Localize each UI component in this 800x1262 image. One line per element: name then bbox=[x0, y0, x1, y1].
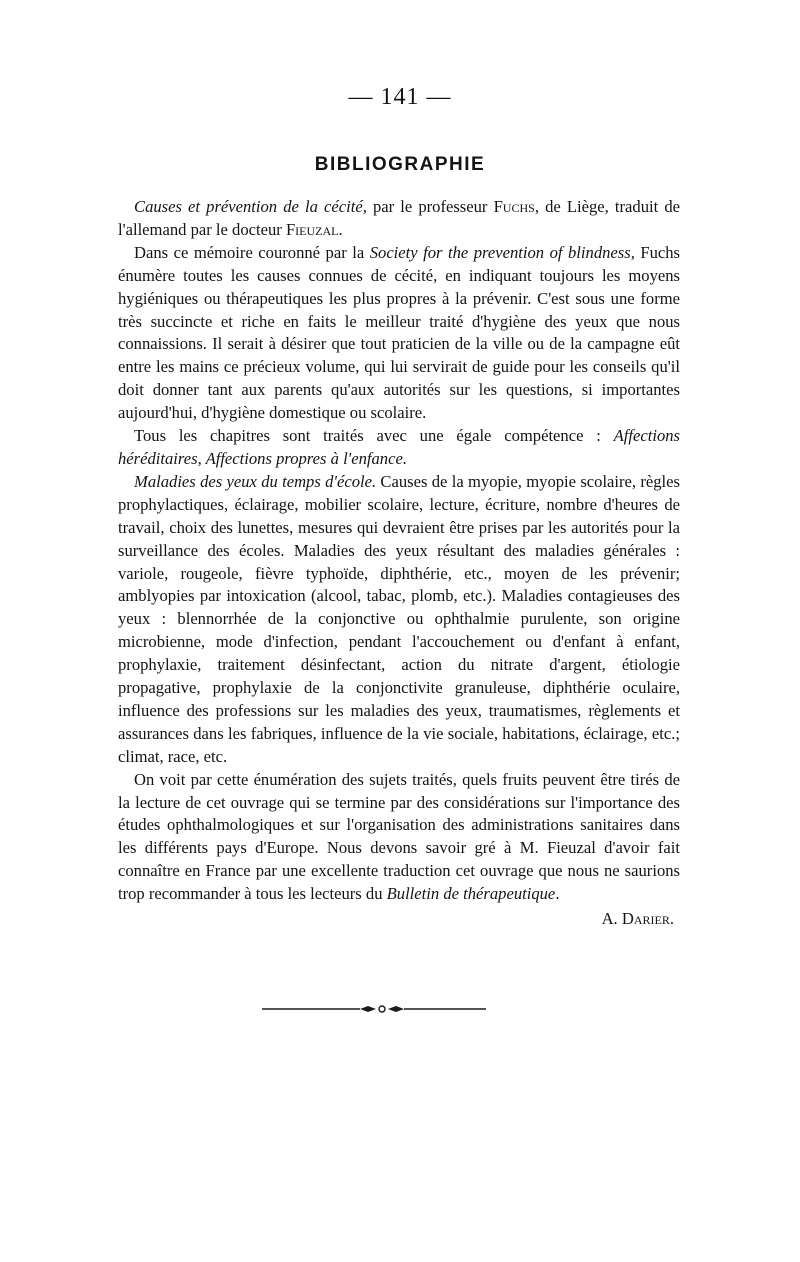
paragraph-school-diseases: Maladies des yeux du temps d'école. Causes de la myopie, myopie scolaire, règles prophylactiques, éclairage, mobilier scolaire, lecture, écriture, nombre d'heures de travail, choix des lunettes, mesures qui devraient être prises par les autorités pour la surveillance des écoles. Maladies des yeux résultant des maladies générales : variole, rougeole, fièvre typhoïde, diphthérie, etc., moyen de les prévenir; amblyopies par intoxication (alcool, tabac, plomb, etc.). Maladies contagieuses des yeux : blennorrhée de la conjonctive ou ophthalmie purulente, son origine microbienne, mode d'infection, pendant l'accouchement ou d'enfant à enfant, prophylaxie, traitement désinfectant, action du nitrate d'argent, étiologie propagative, prophylaxie de la conjonctivite granuleuse, diphthérie oculaire, influence des professions sur les maladies des yeux, traumatismes, règlements et assurances dans les fabriques, influence de la vie sociale, habitations, éclairage, etc.; climat, race, etc. bbox=[118, 471, 680, 766]
journal-title: Bulletin de thérapeutique bbox=[386, 884, 556, 904]
section-heading: BIBLIOGRAPHIE bbox=[314, 154, 486, 175]
paragraph-intro: Dans ce mémoire couronné par la Society for the prevention of blindness, Fuchs énumère toutes les causes connues de cécité, en indiquant toujours les moyens hygiéniques ou thérapeutiques les plus propres à la prévenir. C'est sous une forme très succincte et riche en faits le meilleur traité d'hygiène des yeux que nous connaissions. Il serait à désirer que tout praticien de la ville ou de la campagne eût entre les mains ce précieux volume, qui lui servirait de guide pour les conseils qu'il doit donner tant aux parents qu'aux autorités sur les questions, si importantes aujourd'hui, d'hygiène domestique ou scolaire. bbox=[118, 242, 681, 423]
article-body bbox=[118, 196, 680, 931]
chapter-title-school: Maladies des yeux du temps d'école. bbox=[134, 471, 377, 491]
paragraph-conclusion: On voit par cette énumération des sujets traités, quels fruits peuvent être tirés de la lecture de cet ouvrage qui se termine par des considérations sur l'importance des études ophthalmologiques et sur l'organisation des administrations sanitaires dans les différents pays d'Europe. Nous devons savoir gré à M. Fieuzal d'avoir fait connaître en France par une excellente traduction cet ouvrage que nous ne saurions trop recommander à tous les lecteurs du Bulletin de thérapeutique. bbox=[118, 769, 680, 904]
ornamental-rule bbox=[262, 1004, 486, 1014]
translator-name: Fieuzal bbox=[285, 219, 339, 239]
signature: A. Darier. bbox=[601, 909, 674, 929]
paragraph-chapters: Tous les chapitres sont traités avec une égale compétence : Affections héréditaires, Affections propres à l'enfance. bbox=[118, 426, 680, 468]
society-name: Society for the prevention of blindness, bbox=[369, 242, 635, 262]
chapter-titles: Affections héréditaires, Affections propres à l'enfance. bbox=[118, 426, 680, 468]
author-name: Fuchs bbox=[493, 197, 535, 216]
book-title: Causes et prévention de la cécité, bbox=[134, 197, 367, 216]
page-number: — 141 — bbox=[348, 84, 452, 110]
review-citation: Causes et prévention de la cécité, par le professeur Fuchs, de Liège, traduit de l'allemand par le docteur Fieuzal. bbox=[118, 197, 680, 239]
